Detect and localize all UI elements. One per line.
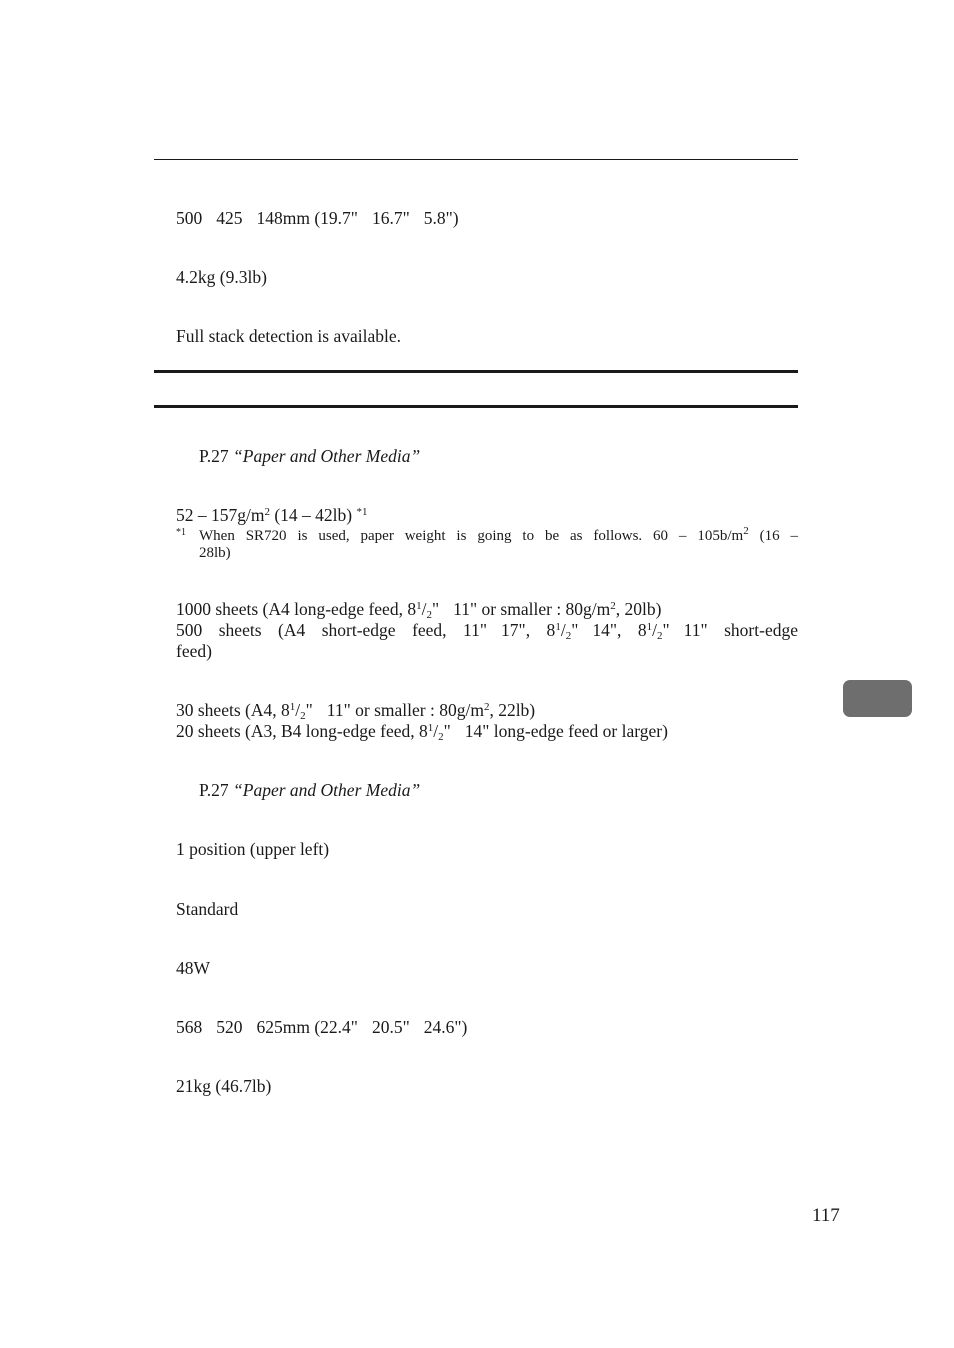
page-number: 117: [812, 1205, 840, 1226]
paper-reference-1: P.27 “Paper and Other Media”: [199, 446, 421, 466]
section-rule-top: [154, 370, 798, 373]
capacity-line-1: 1000 sheets (A4 long-edge feed, $8^1/_2$" 11" or smaller : $80g/m^2$, 20lb): [176, 599, 662, 622]
footnote-mark: *1: [176, 527, 186, 538]
paper-weight-value: $52 - 157g/m^2$ (14 – 42lb) $^{*1}$: [176, 505, 368, 525]
capacity-line-3: feed): [176, 641, 212, 661]
dimensions-value-2: 568 520 625mm (22.4" 20.5" 24.6"): [176, 1017, 468, 1037]
staple-capacity-line-1: 30 sheets (A4, $8^1/_2$" 11" or smaller : $80g/m^2$, 22lb): [176, 700, 536, 723]
chapter-tab: [843, 680, 912, 717]
full-stack-note: Full stack detection is available.: [176, 326, 402, 346]
header-rule: [154, 159, 798, 160]
weight-value: 4.2kg (9.3lb): [176, 267, 267, 287]
section-rule-bottom: [154, 405, 798, 408]
dimensions-value: 500 425 148mm (19.7" 16.7" 5.8"): [176, 208, 459, 228]
paper-reference-2: P.27 “Paper and Other Media”: [199, 780, 421, 800]
power-value: 48W: [176, 958, 211, 978]
staple-position-value: 1 position (upper left): [176, 839, 330, 859]
standard-value: Standard: [176, 899, 239, 919]
footnote-text: When SR720 is used, paper weight is going to be as follows. $60 - 105b/m^2$ (16 – 28lb): [199, 524, 798, 561]
capacity-line-2: 500 sheets (A4 short-edge feed, 11" 17", $8^1/_2$" 14", $8^1/_2$" 11" short-edge: [176, 620, 798, 643]
staple-capacity-line-2: 20 sheets (A3, B4 long-edge feed, $8^1/_2$" 14" long-edge feed or larger): [176, 721, 668, 744]
weight-value-2: 21kg (46.7lb): [176, 1076, 272, 1096]
